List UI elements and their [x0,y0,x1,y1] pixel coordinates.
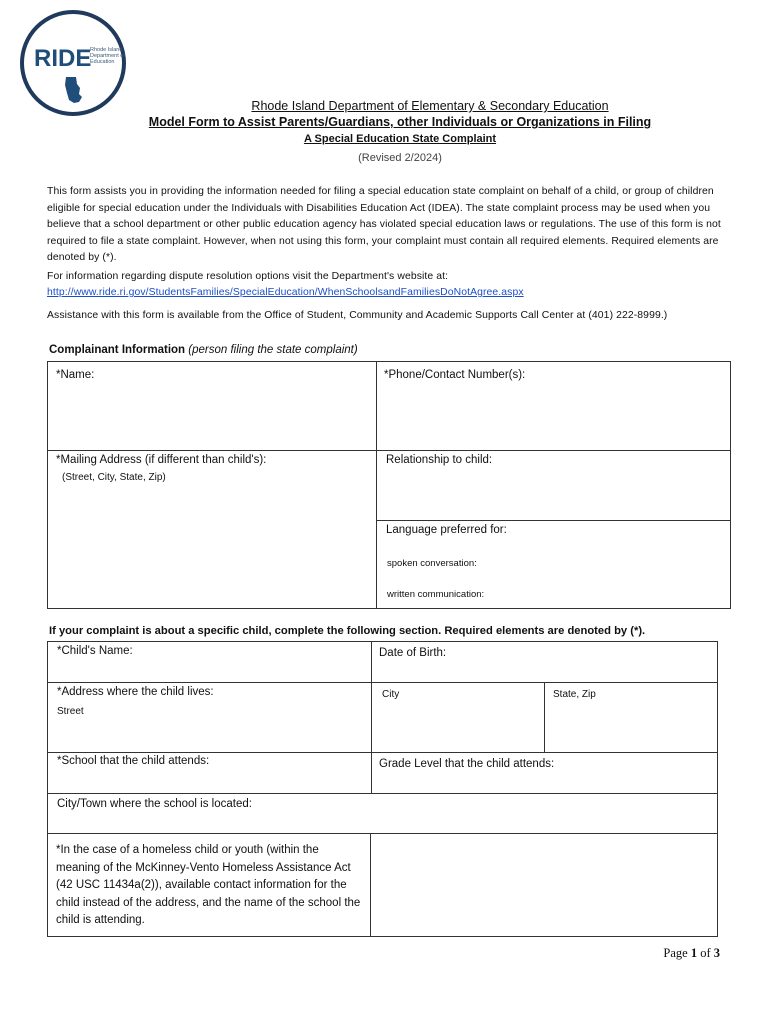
logo-wordmark: RIDE [34,45,92,72]
relationship-field[interactable] [376,450,731,521]
language-label: Language preferred for: [386,524,507,536]
grade-level-label: Grade Level that the child attends: [379,758,555,770]
complainant-name-field[interactable] [47,361,377,451]
written-communication-label: written communication: [387,589,485,600]
complainant-heading [49,344,358,356]
form-title: Model Form to Assist Parents/Guardians, other Individuals or Organizations in Filing [148,115,652,129]
dispute-info: For information regarding dispute resolution options visit the Department's website at: [47,271,449,282]
logo-subtitle: Rhode Island Department of Education [90,47,125,65]
child-state-zip-field[interactable] [544,682,718,753]
revision-date: (Revised 2/2024) [358,152,442,164]
child-dob-label: Date of Birth: [379,647,447,659]
department-name: Rhode Island Department of Elementary & Secondary Education [251,99,609,113]
current-page: 1 [690,946,698,960]
total-pages: 3 [713,946,720,960]
child-city-field[interactable] [371,682,545,753]
intro-paragraph: This form assists you in providing the information needed for filing a special education state complaint on behalf of a child, or group of children eligible for special education under the Individuals with Disabilities Education Act (IDEA). The state complaint process may be used when you believe that a school department or other public education agency has violated special education laws or regulations. The use of this form is not required to file a state complaint. However, when not using this form, your complaint must contain all required elements. Required elements are denoted by (*). [47,186,721,263]
child-name-label: *Child's Name: [57,645,133,657]
school-city-field[interactable] [47,793,718,834]
homeless-info-cell [47,833,371,937]
state-zip-label: State, Zip [553,689,596,700]
page-word: Page [663,946,688,960]
of-word: of [700,946,711,960]
form-subtitle: A Special Education State Complaint [303,133,497,145]
complainant-phone-field[interactable] [376,361,731,451]
child-name-field[interactable] [47,641,372,683]
relationship-label: Relationship to child: [386,454,493,466]
spoken-conversation-label: spoken conversation: [387,558,477,569]
homeless-contact-field[interactable] [370,833,718,937]
language-preference-field[interactable] [376,520,731,609]
child-address-label: *Address where the child lives: [57,686,214,698]
mailing-address-field[interactable] [47,450,377,609]
complainant-heading-title: Complainant Information [49,344,186,356]
homeless-info-text: *In the case of a homeless child or youth (within the meaning of the McKinney-Vento Homeless Assistance Act (42 USC 11434a(2)), available contact information for the child instead of the address, and the name of the school the child is attending. [56,844,361,926]
child-street-field[interactable] [47,682,372,753]
child-dob-field[interactable] [371,641,718,683]
city-label: City [382,689,400,700]
mailing-address-label: *Mailing Address (if different than child's): [56,454,267,466]
page-number [663,946,720,961]
street-label: Street [57,706,84,717]
school-label: *School that the child attends: [57,755,210,767]
child-school-field[interactable] [47,752,372,794]
mailing-address-hint: (Street, City, State, Zip) [62,472,166,483]
assistance-info: Assistance with this form is available from the Office of Student, Community and Academic Supports Call Center at (401) 222-8999.) [47,310,668,321]
school-city-label: City/Town where the school is located: [57,798,252,810]
grade-level-field[interactable] [371,752,718,794]
dispute-resolution-link[interactable]: http://www.ride.ri.gov/StudentsFamilies/SpecialEducation/WhenSchoolsandFamiliesDoNotAgree.aspx [47,287,524,298]
complainant-phone-label: *Phone/Contact Number(s): [384,369,526,381]
complainant-heading-note: (person filing the state complaint) [188,344,358,356]
complainant-name-label: *Name: [56,369,95,381]
child-section-heading: If your complaint is about a specific child, complete the following section. Required elements are denoted by (*). [49,625,646,637]
